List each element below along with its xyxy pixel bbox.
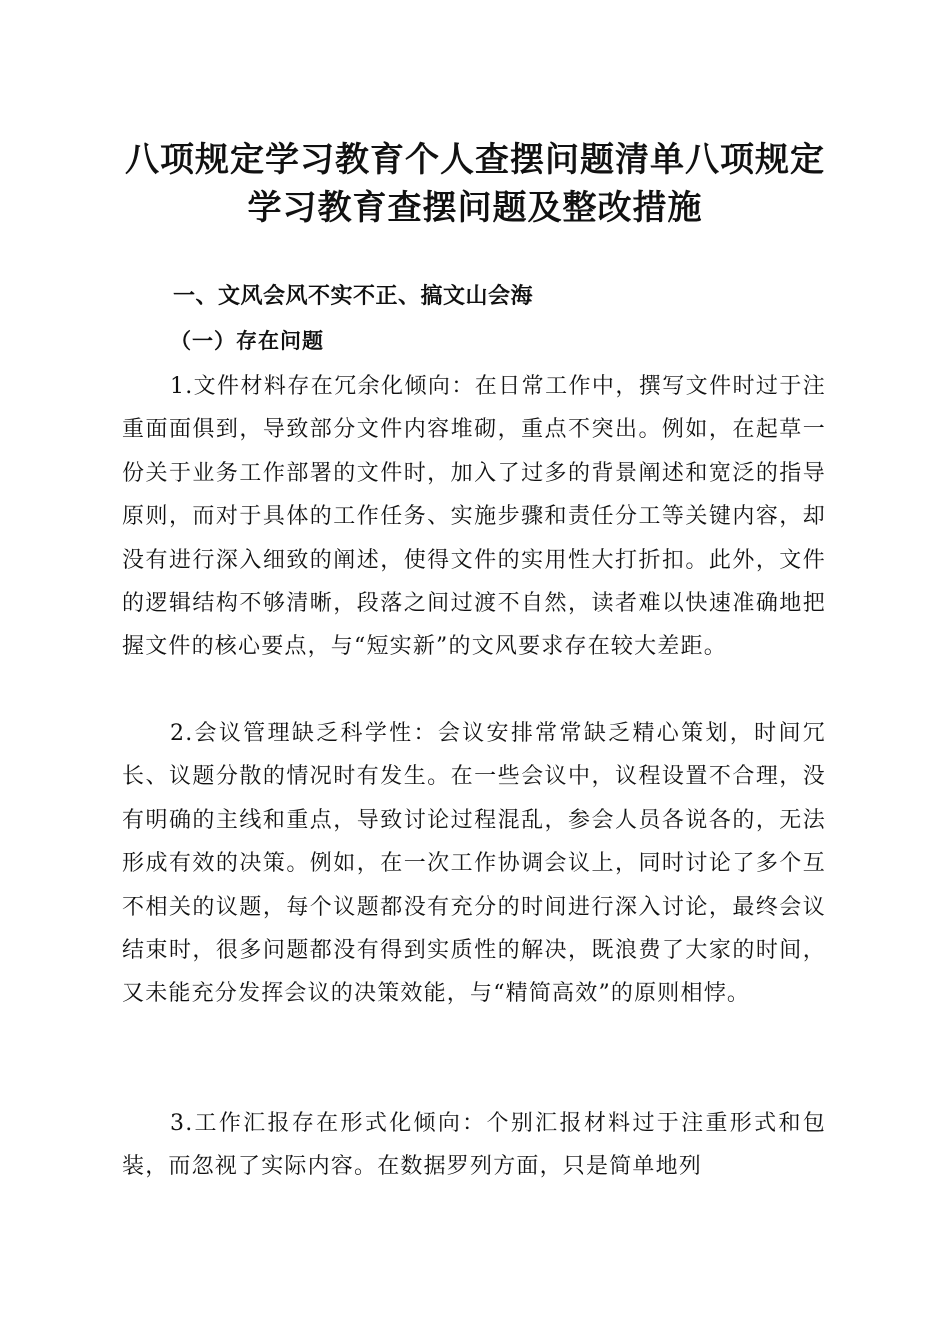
document-title-line-1: 八项规定学习教育个人查摆问题清单八项规定 xyxy=(125,140,825,180)
paragraph-2: 2.会议管理缺乏科学性：会议安排常常缺乏精心策划，时间冗长、议题分散的情况时有发生。在一些会议中，议程设置不合理，没有明确的主线和重点，导致讨论过程混乱，参会人员各说各的，无法形成有效的决策。例如，在一次工作协调会议上，同时讨论了多个互不相关的议题，每个议题都没有充分的时间进行深入讨论，最终会议结束时，很多问题都没有得到实质性的解决，既浪费了大家的时间，又未能充分发挥会议的决策效能，与“精简高效”的原则相悖。 xyxy=(122,721,826,1007)
paragraph-3: 3.工作汇报存在形式化倾向：个别汇报材料过于注重形式和包装，而忽视了实际内容。在数据罗列方面，只是简单地列 xyxy=(122,1111,826,1180)
document-title-line-2: 学习教育查摆问题及整改措施 xyxy=(247,188,703,228)
section-heading: 一、文风会风不实不正、搞文山会海 xyxy=(173,284,534,309)
paragraph-1: 1.文件材料存在冗余化倾向：在日常工作中，撰写文件时过于注重面面俱到，导致部分文件内容堆砌，重点不突出。例如，在起草一份关于业务工作部署的文件时，加入了过多的背景阐述和宽泛的指导原则，而对于具体的工作任务、实施步骤和责任分工等关键内容，却没有进行深入细致的阐述，使得文件的实用性大打折扣。此外，文件的逻辑结构不够清晰，段落之间过渡不自然，读者难以快速准确地把握文件的核心要点，与“短实新”的文风要求存在较大差距。 xyxy=(122,374,826,660)
subsection-heading: （一）存在问题 xyxy=(170,328,324,353)
